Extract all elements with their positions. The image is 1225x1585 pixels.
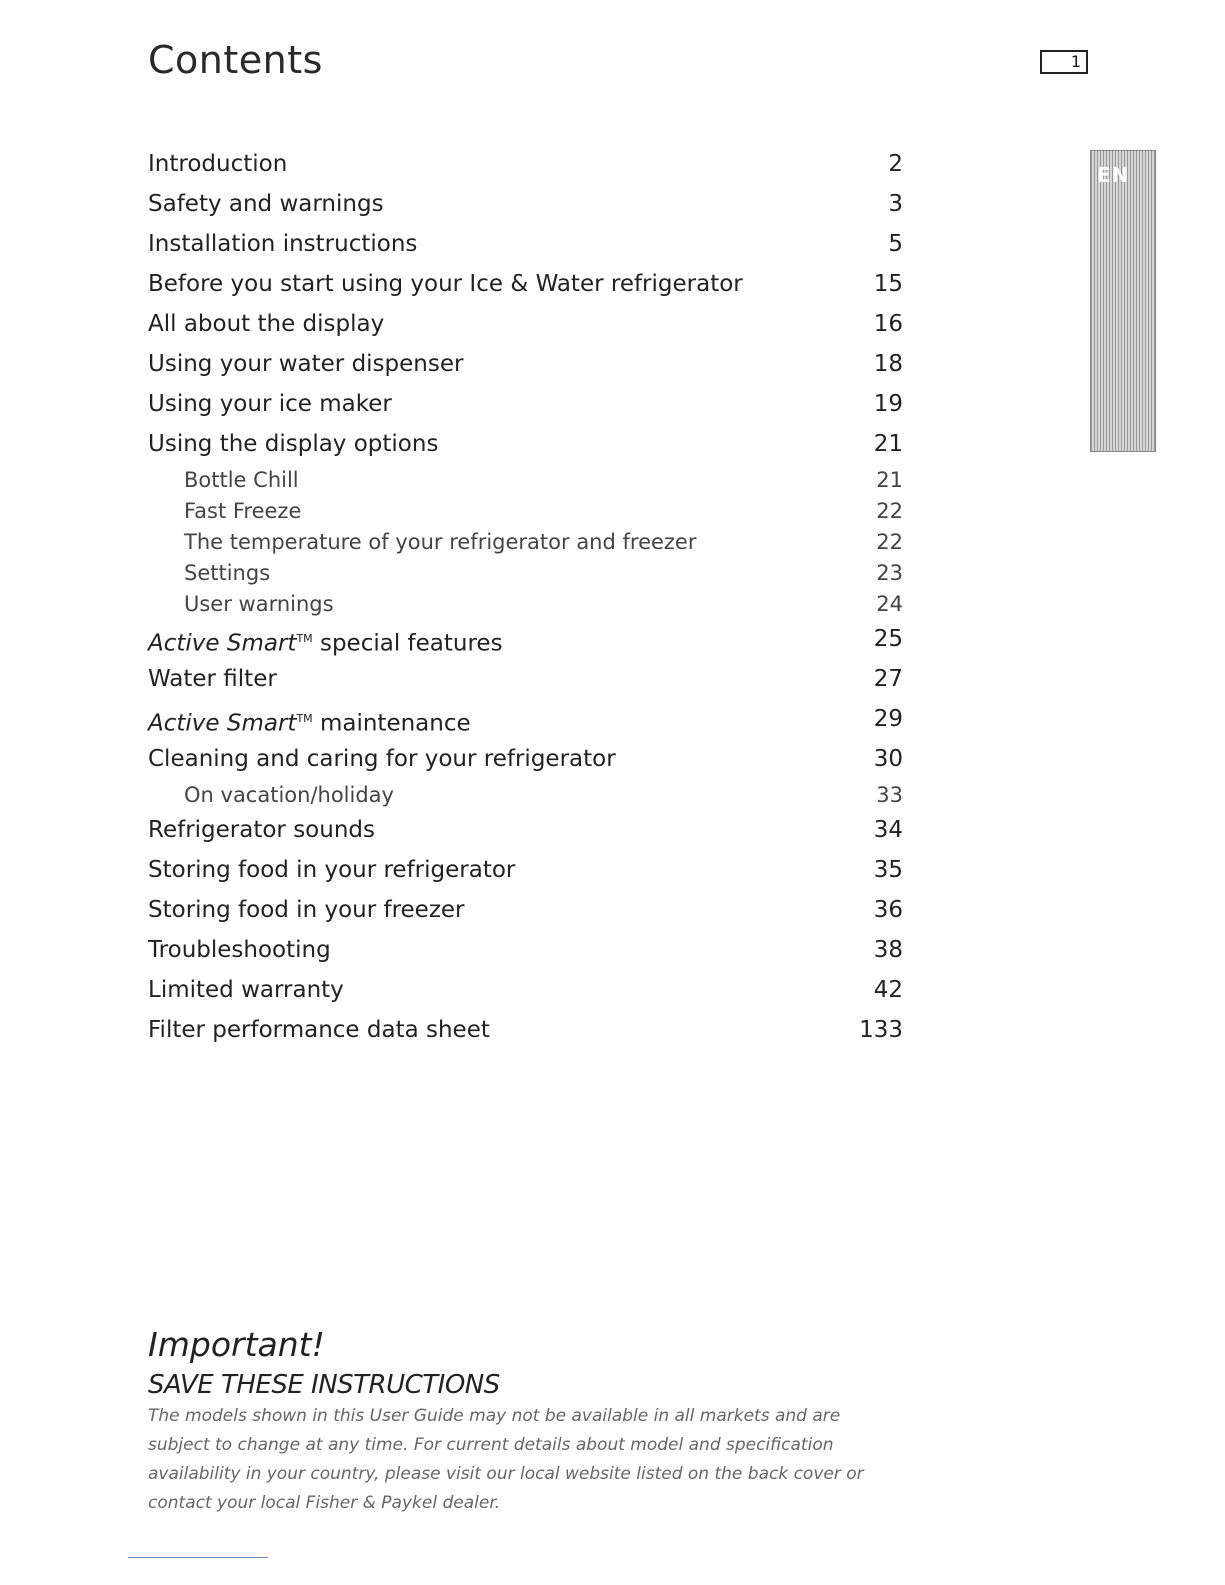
toc-entry[interactable] [148, 306, 903, 346]
toc-entry[interactable] [148, 701, 903, 741]
toc-entry-title: Active Smart™ maintenance [148, 710, 471, 737]
toc-entry-title: On vacation/holiday [184, 783, 394, 807]
toc-entry[interactable] [148, 972, 903, 1012]
toc-entry-title: Before you start using your Ice & Water refrigerator [148, 271, 743, 297]
toc-entry-page: 25 [873, 626, 903, 652]
toc-subentry[interactable] [148, 466, 903, 497]
toc-entry[interactable] [148, 146, 903, 186]
toc-entry[interactable] [148, 226, 903, 266]
toc-entry[interactable] [148, 621, 903, 661]
toc-subentry[interactable] [148, 781, 903, 812]
toc-entry-title: Troubleshooting [148, 937, 331, 963]
toc-subentry[interactable] [148, 528, 903, 559]
toc-entry-page: 21 [873, 431, 903, 457]
toc-entry-title: Settings [184, 561, 271, 585]
toc-entry-page: 34 [873, 817, 903, 843]
toc-entry-title: Fast Freeze [184, 499, 302, 523]
toc-entry-title: Bottle Chill [184, 468, 299, 492]
toc-entry-page: 35 [873, 857, 903, 883]
toc-entry-title: Storing food in your freezer [148, 897, 465, 923]
toc-entry[interactable] [148, 741, 903, 781]
toc-entry-title: Safety and warnings [148, 191, 384, 217]
toc-entry-title: Active Smart™ special features [148, 630, 503, 657]
toc-entry-page: 2 [888, 151, 903, 177]
save-instructions-heading: SAVE THESE INSTRUCTIONS [148, 1370, 500, 1400]
toc-entry-page: 24 [876, 592, 903, 616]
toc-entry-page: 36 [873, 897, 903, 923]
page-number: 1 [1040, 50, 1088, 74]
toc-entry[interactable] [148, 346, 903, 386]
toc-entry[interactable] [148, 426, 903, 466]
toc-entry-page: 15 [873, 271, 903, 297]
toc-entry-title: Water filter [148, 666, 277, 692]
toc-entry[interactable] [148, 386, 903, 426]
footer-rule [128, 1557, 268, 1558]
toc-entry-title: The temperature of your refrigerator and freezer [184, 530, 697, 554]
toc-entry-page: 19 [873, 391, 903, 417]
page-title: Contents [148, 38, 323, 82]
toc-entry-page: 23 [876, 561, 903, 585]
toc-entry-title: All about the display [148, 311, 385, 337]
toc-entry-title: Introduction [148, 151, 288, 177]
important-heading: Important! [148, 1325, 325, 1364]
toc-entry-page: 42 [873, 977, 903, 1003]
language-tab-label: EN [1097, 163, 1130, 187]
toc-entry-page: 30 [873, 746, 903, 772]
toc-entry[interactable] [148, 812, 903, 852]
toc-entry-title: Using your water dispenser [148, 351, 464, 377]
toc-entry[interactable] [148, 186, 903, 226]
toc-entry-page: 21 [876, 468, 903, 492]
toc-entry-page: 27 [873, 666, 903, 692]
toc-entry-title: Limited warranty [148, 977, 344, 1003]
toc-entry-page: 133 [859, 1017, 903, 1043]
toc-entry-title: User warnings [184, 592, 334, 616]
toc-subentry[interactable] [148, 590, 903, 621]
toc-entry-page: 16 [873, 311, 903, 337]
toc-subentry[interactable] [148, 497, 903, 528]
toc-entry[interactable] [148, 932, 903, 972]
toc-entry[interactable] [148, 852, 903, 892]
toc-entry-page: 3 [888, 191, 903, 217]
toc-entry-title: Filter performance data sheet [148, 1017, 490, 1043]
toc-entry-title: Using the display options [148, 431, 439, 457]
toc-entry-page: 22 [876, 499, 903, 523]
toc-entry-page: 22 [876, 530, 903, 554]
toc-entry-title: Cleaning and caring for your refrigerator [148, 746, 616, 772]
toc-entry-page: 5 [888, 231, 903, 257]
toc-entry[interactable] [148, 661, 903, 701]
toc-subentry[interactable] [148, 559, 903, 590]
toc-entry-title: Using your ice maker [148, 391, 392, 417]
language-tab [1090, 150, 1156, 452]
toc-entry-page: 29 [873, 706, 903, 732]
table-of-contents [148, 146, 903, 1052]
toc-entry[interactable] [148, 1012, 903, 1052]
availability-note: The models shown in this User Guide may not be available in all markets and are subject to change at any time. For current details about model and specification availability in your country, please visit our local website listed on the back cover or contact your local Fisher & Paykel dealer. [148, 1406, 864, 1513]
toc-entry-title: Installation instructions [148, 231, 418, 257]
toc-entry-title: Refrigerator sounds [148, 817, 375, 843]
toc-entry-page: 38 [873, 937, 903, 963]
toc-entry-page: 33 [876, 783, 903, 807]
toc-entry[interactable] [148, 266, 903, 306]
toc-entry-page: 18 [873, 351, 903, 377]
toc-entry[interactable] [148, 892, 903, 932]
toc-entry-title: Storing food in your refrigerator [148, 857, 516, 883]
